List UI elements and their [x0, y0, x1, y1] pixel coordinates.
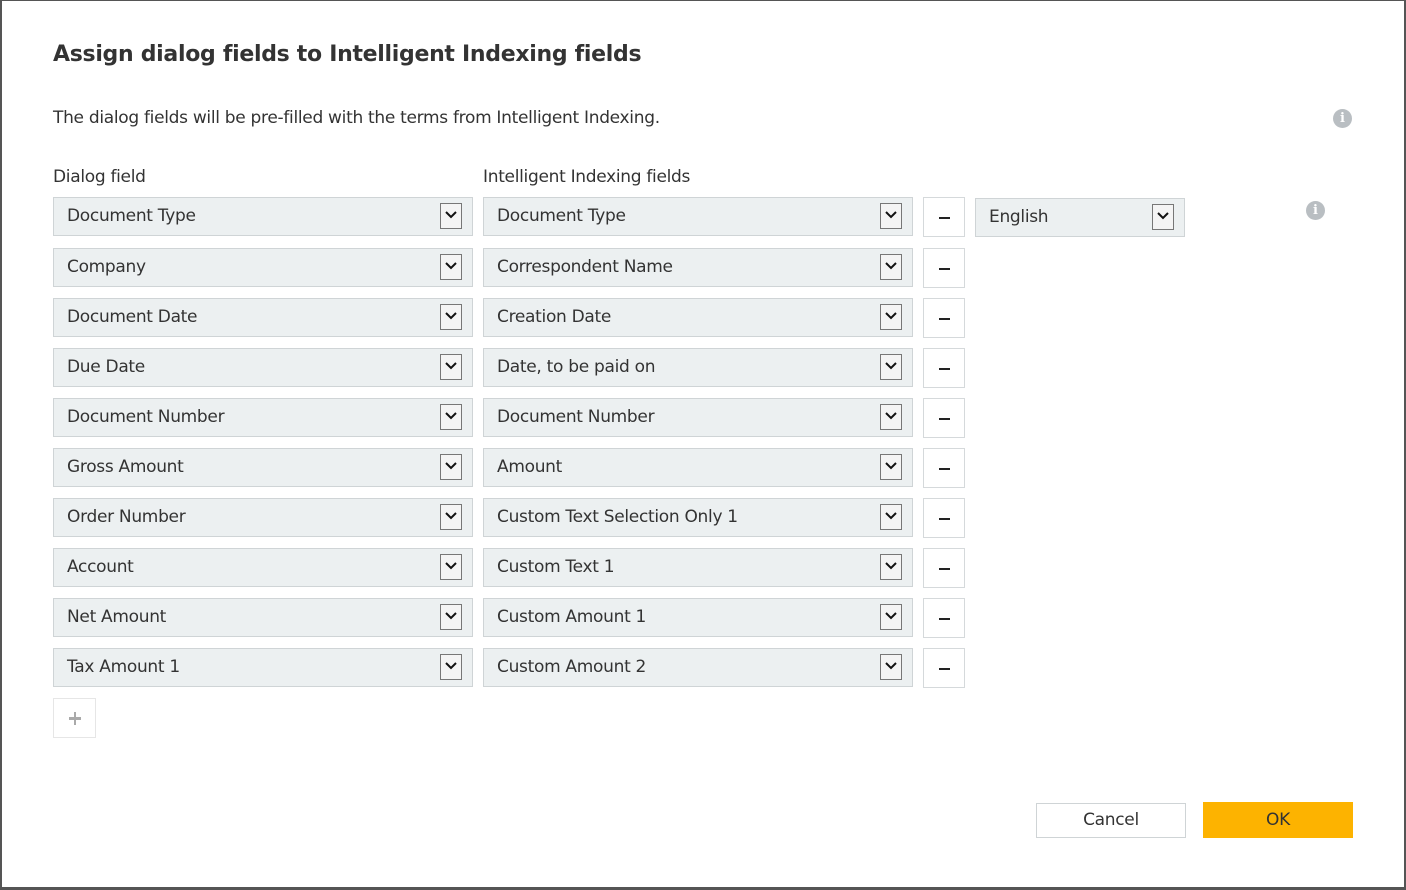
dialog-title: Assign dialog fields to Intelligent Indexing fields — [53, 42, 642, 67]
minus-icon — [939, 468, 950, 470]
ii-field-value: Document Number — [497, 407, 655, 427]
info-icon[interactable]: i — [1333, 109, 1352, 128]
ii-field-value: Amount — [497, 457, 563, 477]
ii-field-select[interactable] — [483, 398, 913, 437]
dialog-description: The dialog fields will be pre-filled with the terms from Intelligent Indexing. — [53, 108, 660, 128]
chevron-down-icon[interactable] — [440, 404, 462, 430]
dialog-field-value: Document Type — [67, 206, 196, 226]
dialog-field-select[interactable] — [53, 197, 473, 236]
chevron-down-icon[interactable] — [440, 454, 462, 480]
dialog-field-select[interactable] — [53, 298, 473, 337]
remove-row-button[interactable] — [923, 598, 965, 638]
ii-field-value: Date, to be paid on — [497, 357, 656, 377]
dialog-field-select[interactable] — [53, 348, 473, 387]
minus-icon — [939, 318, 950, 320]
ii-field-select[interactable] — [483, 598, 913, 637]
chevron-down-icon[interactable] — [1152, 204, 1174, 230]
chevron-down-icon[interactable] — [880, 404, 902, 430]
chevron-down-icon[interactable] — [880, 454, 902, 480]
remove-row-button[interactable] — [923, 648, 965, 688]
chevron-down-icon[interactable] — [880, 604, 902, 630]
language-info-icon[interactable]: i — [1306, 201, 1325, 220]
dialog-field-select[interactable] — [53, 498, 473, 537]
minus-icon — [939, 418, 950, 420]
dialog-field-select[interactable] — [53, 548, 473, 587]
minus-icon — [939, 368, 950, 370]
ii-field-value: Custom Text 1 — [497, 557, 615, 577]
minus-icon — [939, 668, 950, 670]
dialog-field-value: Net Amount — [67, 607, 167, 627]
chevron-down-icon[interactable] — [440, 554, 462, 580]
remove-row-button[interactable] — [923, 448, 965, 488]
chevron-down-icon[interactable] — [880, 304, 902, 330]
chevron-down-icon[interactable] — [440, 354, 462, 380]
dialog-field-value: Document Date — [67, 307, 198, 327]
ii-field-value: Correspondent Name — [497, 257, 673, 277]
remove-row-button[interactable] — [923, 498, 965, 538]
dialog-field-value: Due Date — [67, 357, 145, 377]
dialog-field-value: Account — [67, 557, 134, 577]
chevron-down-icon[interactable] — [880, 203, 902, 229]
ii-field-value: Document Type — [497, 206, 626, 226]
language-value: English — [989, 207, 1049, 227]
ii-field-select[interactable] — [483, 548, 913, 587]
dialog-field-select[interactable] — [53, 598, 473, 637]
chevron-down-icon[interactable] — [440, 504, 462, 530]
dialog-field-value: Tax Amount 1 — [67, 657, 180, 677]
remove-row-button[interactable] — [923, 197, 965, 237]
chevron-down-icon[interactable] — [880, 354, 902, 380]
cancel-button[interactable]: Cancel — [1036, 803, 1186, 838]
minus-icon — [939, 217, 950, 219]
minus-icon — [939, 568, 950, 570]
minus-icon — [939, 618, 950, 620]
ii-field-value: Custom Amount 1 — [497, 607, 647, 627]
ii-field-select[interactable] — [483, 298, 913, 337]
remove-row-button[interactable] — [923, 298, 965, 338]
language-select[interactable] — [975, 198, 1185, 237]
ii-field-select[interactable] — [483, 348, 913, 387]
remove-row-button[interactable] — [923, 248, 965, 288]
chevron-down-icon[interactable] — [440, 304, 462, 330]
ii-field-select[interactable] — [483, 498, 913, 537]
chevron-down-icon[interactable] — [440, 604, 462, 630]
dialog-field-select[interactable] — [53, 448, 473, 487]
dialog-field-select[interactable] — [53, 648, 473, 687]
chevron-down-icon[interactable] — [880, 504, 902, 530]
ii-field-value: Custom Text Selection Only 1 — [497, 507, 738, 527]
chevron-down-icon[interactable] — [880, 254, 902, 280]
chevron-down-icon[interactable] — [440, 203, 462, 229]
dialog-field-select[interactable] — [53, 398, 473, 437]
ii-field-value: Custom Amount 2 — [497, 657, 647, 677]
ii-field-select[interactable] — [483, 648, 913, 687]
chevron-down-icon[interactable] — [880, 654, 902, 680]
dialog-field-header: Dialog field — [53, 167, 146, 187]
ii-field-value: Creation Date — [497, 307, 612, 327]
dialog-field-value: Gross Amount — [67, 457, 184, 477]
dialog-field-select[interactable] — [53, 248, 473, 287]
remove-row-button[interactable] — [923, 348, 965, 388]
chevron-down-icon[interactable] — [440, 654, 462, 680]
chevron-down-icon[interactable] — [440, 254, 462, 280]
remove-row-button[interactable] — [923, 548, 965, 588]
dialog-field-value: Company — [67, 257, 146, 277]
remove-row-button[interactable] — [923, 398, 965, 438]
minus-icon — [939, 268, 950, 270]
ok-button[interactable]: OK — [1203, 802, 1353, 838]
dialog-field-value: Order Number — [67, 507, 186, 527]
dialog-field-value: Document Number — [67, 407, 225, 427]
ii-field-select[interactable] — [483, 197, 913, 236]
ii-field-header: Intelligent Indexing fields — [483, 167, 691, 187]
ii-field-select[interactable] — [483, 248, 913, 287]
minus-icon — [939, 518, 950, 520]
ii-field-select[interactable] — [483, 448, 913, 487]
chevron-down-icon[interactable] — [880, 554, 902, 580]
add-row-button[interactable] — [53, 698, 96, 738]
